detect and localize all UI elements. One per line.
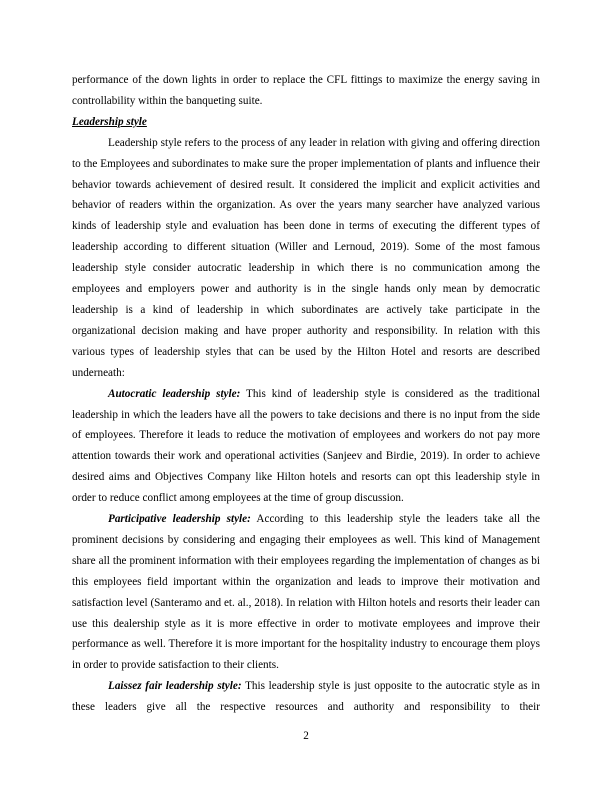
body-text (72, 70, 540, 718)
participative-text: According to this leadership style the leaders take all the prominent decisions by considering and engaging their employees as well. This kind of Management share all the prominent information with their employees regarding the implementation of changes as bi this employees field important within the organization and leads to improve their motivation and satisfaction level (Santeramo and et. al., 2018). In relation with Hilton hotels and resorts their leader can use this dealership style as it is more effective in order to motivate employees and improve their performance as well. Therefore it is more important for the hospitality industry to encourage them ploys in order to provide satisfaction to their clients. (72, 513, 540, 672)
continued-paragraph: performance of the down lights in order to replace the CFL fittings to maximize the energy saving in controllability within the banqueting suite. (72, 74, 540, 107)
laissez-fair-text: This leadership style is just opposite to the autocratic style as in these leaders give all the respective resources and authority and responsibility to their (72, 680, 540, 714)
autocratic-paragraph (72, 384, 540, 509)
participative-term: Participative leadership style: (108, 513, 251, 526)
laissez-fair-paragraph (72, 676, 540, 718)
intro-paragraph: Leadership style refers to the process of any leader in relation with giving and offering direction to the Employees and subordinates to make sure the proper implementation of plants and influence their behavior towards achievement of desired result. It considered the implicit and explicit activities and behavior of readers within the organization. As over the years many searcher have analyzed various kinds of leadership style and evaluation has been done in terms of executing the different types of leadership according to different situation (Willer and Lernoud, 2019). Some of the most famous leadership style consider autocratic leadership in which there is no communication among the employees and employers power and authority is in the single hands only mean by democratic leadership is a kind of leadership in which subordinates are actively take participate in the organizational decision making and have proper authority and responsibility. In relation with this various types of leadership styles that can be used by the Hilton Hotel and resorts are described underneath: (72, 136, 540, 379)
page-number: 2 (303, 730, 309, 742)
laissez-fair-term: Laissez fair leadership style: (108, 680, 242, 693)
participative-paragraph (72, 509, 540, 676)
autocratic-term: Autocratic leadership style: (108, 387, 241, 400)
section-heading: Leadership style (72, 115, 147, 128)
autocratic-text: This kind of leadership style is considered as the traditional leadership in which the leaders have all the powers to take decisions and there is no input from the side of employees. Therefore it leads to reduce the motivation of employees and workers do not pay more attention towards their work and operational activities (Sanjeev and Birdie, 2019). In order to achieve desired aims and Objectives Company like Hilton hotels and resorts can opt this leadership style in order to reduce conflict among employees at the time of group discussion. (72, 387, 540, 505)
